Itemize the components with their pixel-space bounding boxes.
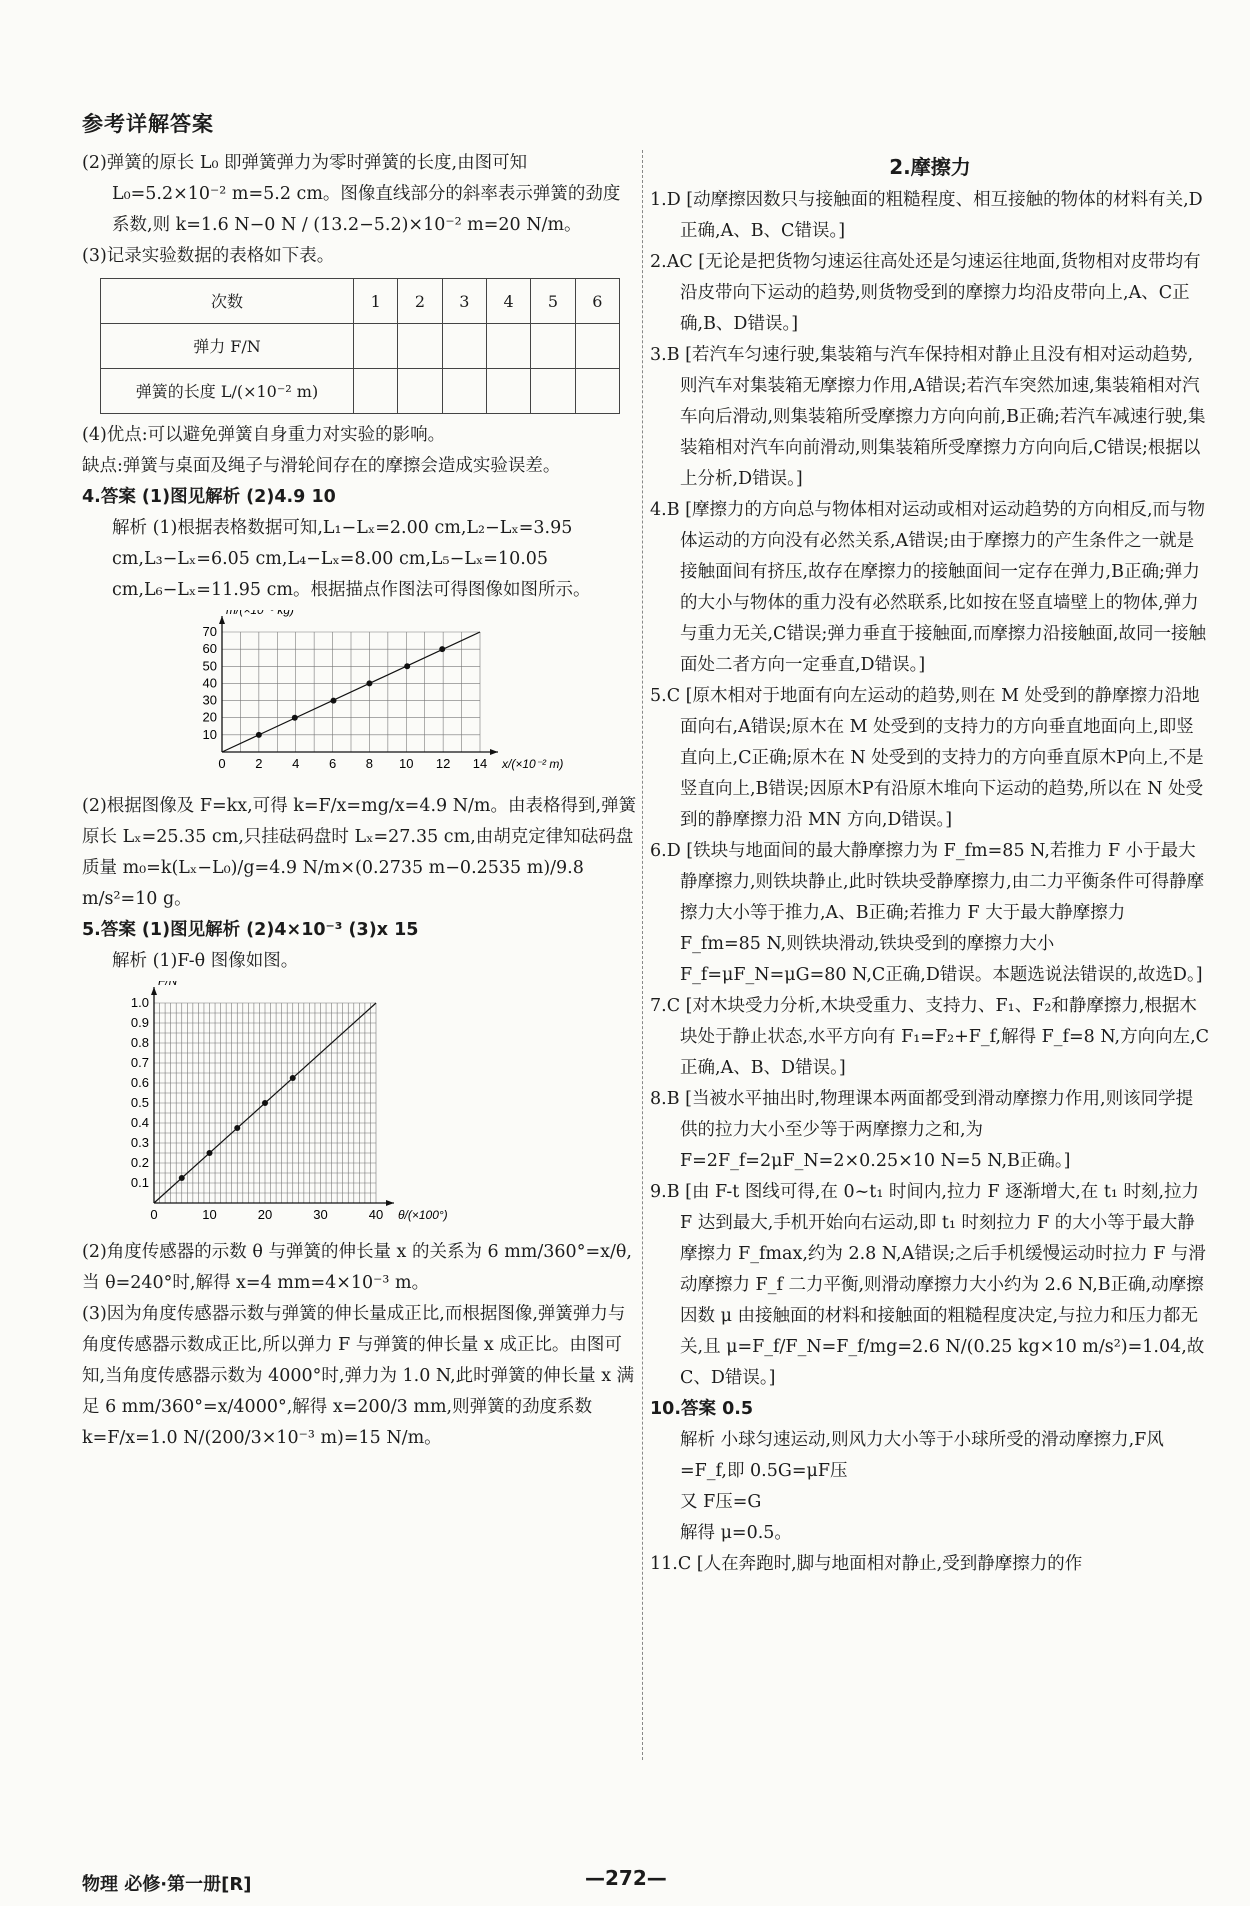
chart-svg [82,610,637,780]
y-tick-label: 0.6 [130,1075,149,1090]
footer-subject: 物理 必修·第一册[R] [82,1874,252,1895]
analysis-paragraph: (2)根据图像及 F=kx,可得 k=F/x=mg/x=4.9 N/m。由表格得到,弹簧原长 Lₓ=25.35 cm,只挂砝码盘时 Lₓ=27.35 cm,由胡克定律知砝码盘质量 m₀=k(Lₓ−L₀)/g=4.9 N/m×(0.2735 m−0.2535 m)/9.8 m/s²=10 g。 [82,796,637,909]
list-item: 6.D [铁块与地面间的最大静摩擦力为 F_fm=85 N,若推力 F 小于最大静摩擦力,则铁块静止,此时铁块受静摩擦力,由二力平衡条件可得静摩擦力大小等于推力,A、B正确;若推力 F 大于最大静摩擦力 F_fm=85 N,则铁块滑动,铁块受到的摩擦力大小 F_f=μF_N=μG=80 N,C正确,D错误。本题选说法错误的,故选D。] [650,841,1205,985]
x-axis-arrow [386,1200,394,1206]
analysis-paragraph: (3)因为角度传感器示数与弹簧的伸长量成正比,而根据图像,弹簧弹力与角度传感器示数成正比,所以弹力 F 与弹簧的伸长量 x 成正比。由图可知,当角度传感器示数为 4000°时,弹力为 1.0 N,此时弹簧的伸长量 x 满足 6 mm/360°=x/4000°,解得 x=200/3 mm,则弹簧的劲度系数 k=F/x=1.0 N/(200/3×10⁻³ m)=15 N/m。 [82,1304,635,1448]
list-item: 11.C [人在奔跑时,脚与地面相对静止,受到静摩擦力的作 [650,1554,1083,1574]
data-point [262,1100,268,1106]
x-tick-label: 30 [313,1207,328,1222]
x-tick-label: 0 [218,756,226,771]
x-axis-label: θ/(×100°) [398,1208,448,1222]
analysis-paragraph: 解得 μ=0.5。 [680,1523,792,1543]
answer-paragraph: (4)优点:可以避免弹簧自身重力对实验的影响。 [82,425,446,445]
analysis-paragraph: 解析 (1)F-θ 图像如图。 [112,951,299,971]
y-tick-label: 0.2 [130,1155,149,1170]
y-tick-label: 0.4 [130,1115,149,1130]
data-point [207,1150,213,1156]
list-item: 5.C [原木相对于地面有向左运动的趋势,则在 M 处受到的静摩擦力沿地面向右,A错误;原木在 M 处受到的支持力的方向垂直地面向上,即竖直向上,C正确;原木在 N 处受到的支持力的方向垂直原木P向上,不是竖直向上,B错误;因原木P有沿原木堆向下运动的趋势,所以在 N 处受到的静摩擦力沿 MN 方向,D错误。] [650,686,1204,830]
data-point [404,663,410,669]
table-header-cell: 6 [575,279,619,324]
record-table [100,278,620,414]
list-item: 3.B [若汽车匀速行驶,集装箱与汽车保持相对静止且没有相对运动趋势,则汽车对集装箱无摩擦力作用,A错误;若汽车突然加速,集装箱相对汽车向后滑动,则集装箱所受摩擦力方向向前,B正确;若汽车减速行驶,集装箱相对汽车向前滑动,则集装箱所受摩擦力方向向后,C错误;根据以上分析,D错误。] [650,345,1206,489]
section-title: 2.摩擦力 [889,155,971,179]
question-answer: 10.答案 0.5 [650,1399,754,1419]
table-row-label: 弹力 F/N [101,324,354,369]
data-point [330,698,336,704]
data-point [234,1125,240,1131]
y-axis-arrow [219,616,225,624]
y-axis-label: m/(×10⁻³ kg) [226,610,295,617]
x-tick-label: 2 [255,756,263,771]
analysis-paragraph: 解析 (1)根据表格数据可知,L₁−Lₓ=2.00 cm,L₂−Lₓ=3.95 cm,L₃−Lₓ=6.05 cm,L₄−Lₓ=8.00 cm,L₅−Lₓ=10.05 cm,L₆−Lₓ=11.95 cm。根据描点作图法可得图像如图所示。 [112,518,591,600]
data-point [292,715,298,721]
y-tick-label: 0.8 [130,1035,149,1050]
x-tick-label: 10 [399,756,414,771]
analysis-paragraph: (2)角度传感器的示数 θ 与弹簧的伸长量 x 的关系为 6 mm/360°=x/θ,当 θ=240°时,解得 x=4 mm=4×10⁻³ m。 [82,1242,632,1293]
left-column [82,148,637,1454]
list-item: 9.B [由 F-t 图线可得,在 0~t₁ 时间内,拉力 F 逐渐增大,在 t₁ 时刻,拉力 F 达到最大,手机开始向右运动,即 t₁ 时刻拉力 F 的大小等于最大静摩擦力 F_fmax,约为 2.8 N,A错误;之后手机缓慢运动时拉力 F 与滑动摩擦力 F_f 二力平衡,则滑动摩擦力大小约为 2.6 N,B正确,动摩擦因数 μ 由接触面的材料和接触面的粗糙程度决定,与拉力和压力都无关,且 μ=F_f/F_N=F_f/mg=2.6 N/(0.25 kg×10 m/s²)=1.04,故C、D错误。] [650,1182,1206,1388]
data-point [290,1075,296,1081]
table-header-cell: 次数 [101,279,354,324]
table-header-cell: 5 [531,279,575,324]
x-tick-label: 20 [257,1207,273,1222]
analysis-paragraph: 解析 小球匀速运动,则风力大小等于小球所受的滑动摩擦力,F风=F_f,即 0.5G=μF压 [680,1430,1164,1481]
y-tick-label: 0.1 [130,1175,149,1190]
data-point [256,732,262,738]
y-tick-label: 30 [202,692,217,708]
table-header-cell: 2 [398,279,442,324]
list-item: 8.B [当被水平抽出时,物理课本两面都受到滑动摩擦力作用,则该同学提供的拉力大小至少等于两摩擦力之和,为 F=2F_f=2μF_N=2×0.25×10 N=5 N,B正确。] [650,1089,1194,1171]
column-divider [642,150,643,1760]
y-tick-label: 60 [202,641,217,657]
right-column [650,148,1210,1580]
y-tick-label: 20 [202,709,217,725]
table-header-cell: 1 [354,279,398,324]
x-tick-label: 40 [368,1207,384,1222]
answer-paragraph: (2)弹簧的原长 L₀ 即弹簧弹力为零时弹簧的长度,由图可知 L₀=5.2×10⁻² m=5.2 cm。图像直线部分的斜率表示弹簧的劲度系数,则 k=1.6 N−0 N / (13.2−5.2)×10⁻² m=20 N/m。 [82,153,621,235]
analysis-paragraph: 又 F压=G [680,1492,762,1512]
y-tick-label: 10 [202,726,217,742]
x-tick-label: 0 [150,1207,158,1222]
chart-svg [82,981,637,1226]
list-item: 7.C [对木块受力分析,木块受重力、支持力、F₁、F₂和静摩擦力,根据木块处于静止状态,水平方向有 F₁=F₂+F_f,解得 F_f=8 N,方向向左,C正确,A、B、D错误。] [650,996,1210,1078]
data-point [439,646,445,652]
data-point [366,680,372,686]
y-tick-label: 1.0 [130,995,149,1010]
x-axis-label: x/(×10⁻² m) [502,757,564,771]
y-tick-label: 0.3 [130,1135,149,1150]
y-tick-label: 0.5 [130,1095,149,1110]
chart-force-vs-angle [82,981,637,1237]
table-row-label: 弹簧的长度 L/(×10⁻² m) [101,369,354,414]
answer-paragraph: (3)记录实验数据的表格如下表。 [82,246,335,266]
x-tick-label: 6 [328,756,337,771]
question-answer: 4.答案 (1)图见解析 (2)4.9 10 [82,487,336,507]
y-tick-label: 0.9 [130,1015,149,1030]
x-tick-label: 8 [365,756,374,771]
x-tick-label: 4 [292,756,300,771]
x-axis-arrow [490,749,498,755]
x-tick-label: 14 [472,756,488,771]
data-point [179,1175,185,1181]
x-tick-label: 10 [202,1207,217,1222]
list-item: 2.AC [无论是把货物匀速运往高处还是匀速运往地面,货物相对皮带均有沿皮带向下运动的趋势,则货物受到的摩擦力均沿皮带向上,A、C正确,B、D错误。] [650,252,1201,334]
page-header: 参考详解答案 [82,112,214,136]
page-number: —272— [585,1866,667,1890]
answer-paragraph: 缺点:弹簧与桌面及绳子与滑轮间存在的摩擦会造成实验误差。 [82,456,561,476]
list-item: 4.B [摩擦力的方向总与物体相对运动或相对运动趋势的方向相反,而与物体运动的方向没有必然关系,A错误;由于摩擦力的产生条件之一就是接触面间有挤压,故存在摩擦力的接触面间一定存在弹力,B正确;弹力的大小与物体的重力没有必然联系,比如按在竖直墙壁上的物体,弹力与重力无关,C错误;弹力垂直于接触面,而摩擦力沿接触面,故同一接触面处二者方向一定垂直,D错误。] [650,500,1206,675]
y-axis-arrow [151,987,157,995]
y-tick-label: 40 [202,675,217,691]
y-tick-label: 70 [202,624,217,639]
table-header-cell: 3 [442,279,486,324]
question-answer: 5.答案 (1)图见解析 (2)4×10⁻³ (3)x 15 [82,920,419,940]
list-item: 1.D [动摩擦因数只与接触面的粗糙程度、相互接触的物体的材料有关,D正确,A、B、C错误。] [650,190,1203,241]
x-tick-label: 12 [435,756,451,771]
y-tick-label: 50 [202,658,217,674]
chart-mass-vs-length [82,610,637,791]
y-tick-label: 0.7 [130,1055,149,1070]
table-header-cell: 4 [486,279,530,324]
y-axis-label: F/N [158,981,178,988]
